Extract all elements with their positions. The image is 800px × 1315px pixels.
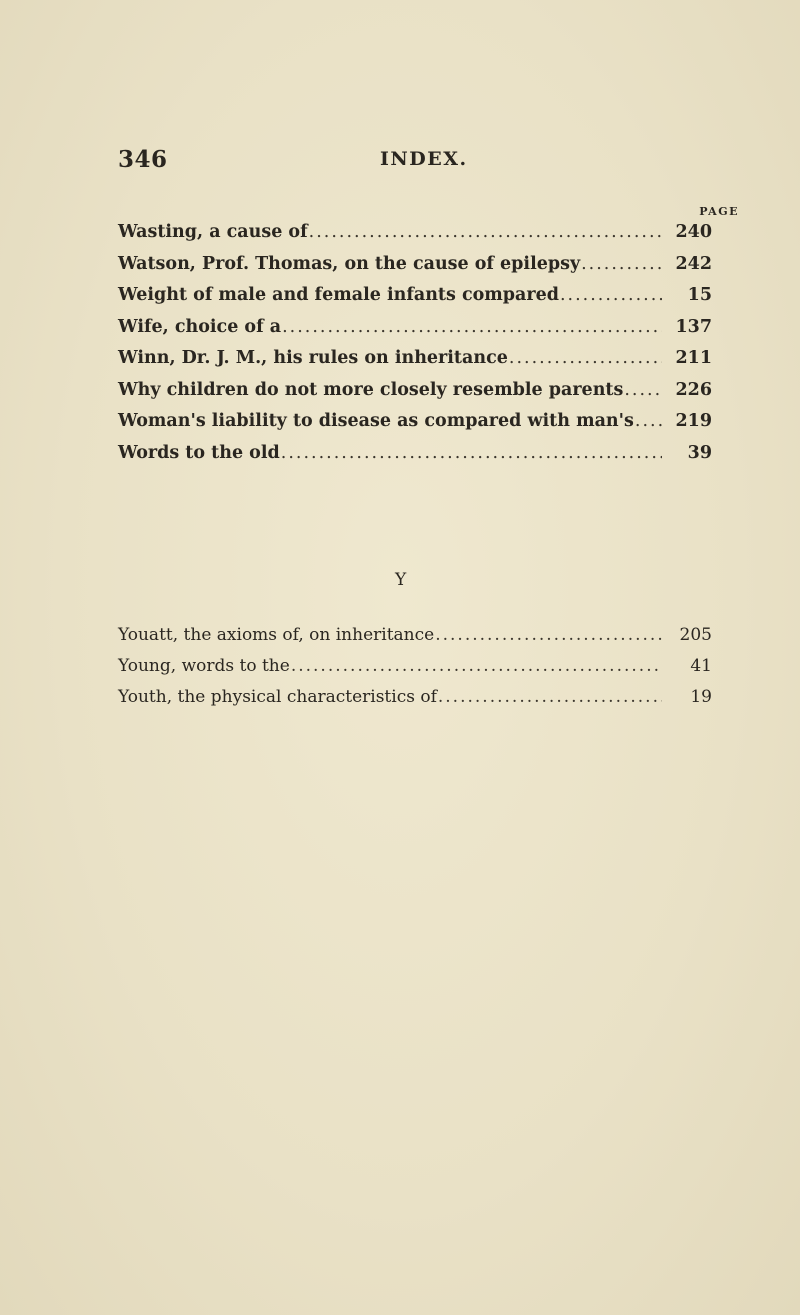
index-entry (118, 348, 712, 380)
entry-page-number: 219 (675, 411, 712, 431)
entry-page-number: 137 (675, 316, 712, 337)
index-entry (118, 443, 712, 475)
dot-leader (291, 656, 662, 676)
dot-leader (435, 625, 662, 645)
entry-page-number: 242 (675, 253, 712, 274)
dot-leader (281, 443, 662, 463)
entry-page-number: 226 (675, 379, 712, 400)
index-entry (118, 254, 712, 286)
entry-page-number: 19 (690, 687, 712, 708)
entry-text: Wife, choice of a (118, 316, 282, 337)
entry-page-number: 205 (679, 625, 712, 645)
dot-leader (581, 254, 662, 274)
index-entry (118, 625, 712, 656)
entry-text: Weight of male and female infants compared (118, 285, 559, 305)
entry-page-number: 211 (675, 348, 712, 368)
index-entry (118, 285, 712, 317)
entry-text: Winn, Dr. J. M., his rules on inheritance (118, 348, 508, 368)
entry-text: Watson, Prof. Thomas, on the cause of epilepsy (118, 253, 581, 274)
entry-text: Why children do not more closely resemble parents (118, 379, 624, 400)
entry-text: Wasting, a cause of (118, 222, 308, 242)
entry-text: Words to the old (118, 442, 280, 463)
index-entry (118, 687, 712, 718)
entry-text: Youatt, the axioms of, on inheritance (118, 625, 435, 645)
entry-page-number: 240 (675, 222, 712, 242)
dot-leader (560, 285, 662, 305)
running-head: INDEX. (380, 148, 468, 170)
page-number: 346 (118, 146, 168, 173)
entry-text: Youth, the physical characteristics of (118, 687, 437, 708)
entry-page-number: 15 (687, 285, 712, 305)
dot-leader (438, 687, 662, 707)
index-entry (118, 656, 712, 687)
dot-leader (624, 380, 662, 400)
entry-text: Young, words to the (118, 656, 290, 677)
dot-leader (635, 411, 662, 431)
dot-leader (309, 222, 662, 242)
index-entry (118, 317, 712, 349)
page-column-label: PAGE (699, 205, 739, 218)
entry-page-number: 41 (690, 656, 712, 677)
index-section-y (118, 625, 712, 719)
dot-leader (282, 317, 662, 337)
entry-text: Woman's liability to disease as compared with man's (118, 411, 634, 431)
dot-leader (509, 348, 662, 368)
entry-page-number: 39 (687, 442, 712, 463)
index-entry (118, 222, 712, 254)
index-entry (118, 380, 712, 412)
page-header (118, 146, 710, 176)
section-letter-heading: Y (395, 570, 407, 590)
index-entry (118, 411, 712, 443)
index-section-w (118, 222, 712, 474)
